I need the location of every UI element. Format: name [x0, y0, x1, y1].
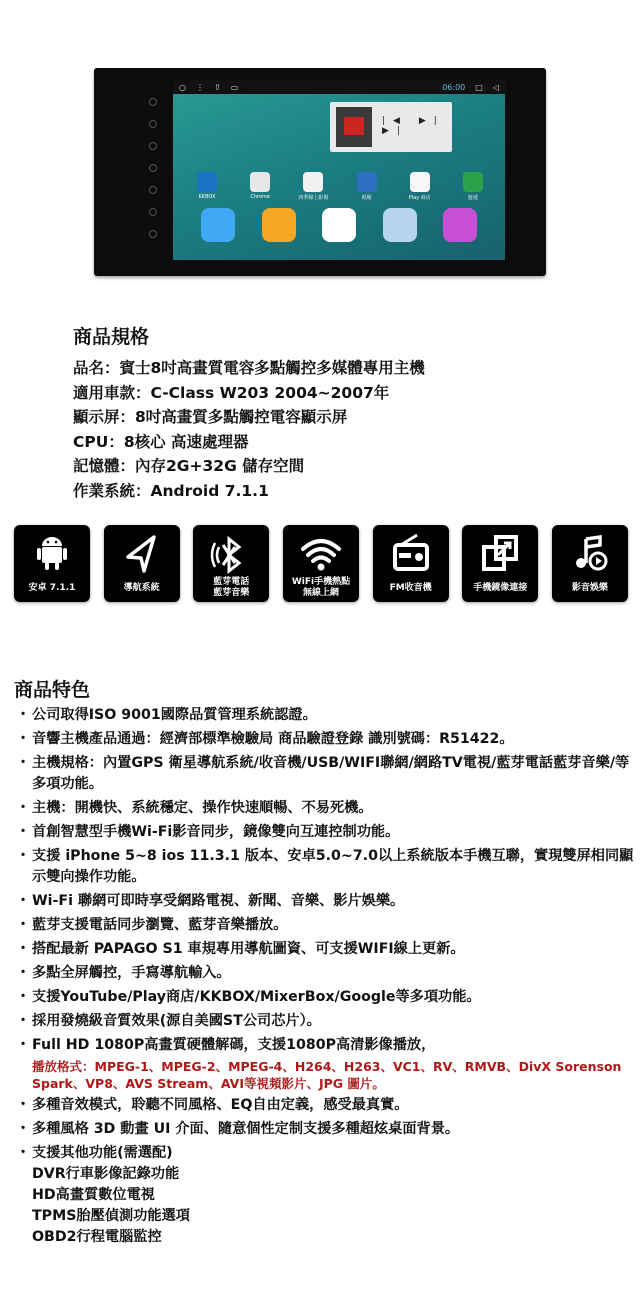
app-icon-3[interactable] — [345, 172, 389, 201]
app-icon-0[interactable] — [185, 172, 229, 201]
dock-row — [201, 208, 477, 242]
feature-text: 音響主機產品通過：經濟部標準檢驗局 商品驗證登錄 識別號碼：R51422。 — [32, 731, 514, 747]
feature-item — [16, 939, 636, 960]
optional-feature: OBD2行程電腦監控 — [32, 1229, 162, 1245]
player-controls: |◀ ▶| ▶| — [382, 116, 445, 136]
feature-text: 多種音效模式，聆聽不同風格、EQ自由定義，感受最真實。 — [32, 1097, 409, 1113]
feature-item — [16, 729, 636, 750]
optional-feature: TPMS胎壓偵測功能選項 — [32, 1208, 190, 1224]
app-icon-5[interactable] — [451, 172, 495, 201]
feature-text: 藍芽支援電話同步瀏覽、藍芽音樂播放。 — [32, 917, 288, 933]
tile-caption-line1: 影音娛樂 — [571, 583, 608, 593]
tile-caption-line2: 藍芽音樂 — [213, 588, 250, 598]
feature-item — [16, 822, 636, 843]
tile-caption — [14, 583, 90, 594]
app-glyph-icon — [303, 172, 323, 192]
app-icon-1[interactable] — [238, 172, 282, 201]
feature-text: 支援YouTube/Play商店/KKBOX/MixerBox/Google等多項功能。 — [32, 989, 481, 1005]
feature-tile — [462, 525, 538, 602]
playback-formats: 播放格式：MPEG-1、MPEG-2、MPEG-4、H264、H263、VC1、RV、RMVB、DivX Sorenson Spark、VP8、AVS Stream、AVI等視頻影片、JPG 圖片。 — [32, 1059, 622, 1091]
app-glyph-icon — [357, 172, 377, 192]
status-bar: ○ ⋮ ⇧ ▭ 06:00 □ ◁ — [173, 80, 505, 94]
features-list — [16, 705, 636, 1251]
feature-item — [16, 753, 636, 795]
feature-item — [16, 1119, 636, 1140]
navigation-icon — [104, 525, 180, 577]
feature-item — [16, 798, 636, 819]
feature-text: Full HD 1080P高畫質硬體解碼，支援1080P高清影像播放， — [32, 1037, 436, 1053]
app-label: Play 商店 — [408, 195, 431, 201]
app-label: Chrome — [250, 194, 270, 200]
app-label: 四季線上影視 — [298, 195, 329, 201]
feature-item — [16, 1095, 636, 1116]
feature-tile — [14, 525, 90, 602]
spec-item: 作業系統：Android 7.1.1 — [73, 481, 269, 500]
tile-caption — [373, 583, 449, 594]
spec-item: 記憶體：內存2G+32G 儲存空間 — [73, 457, 305, 475]
tile-caption-line1: 導航系統 — [123, 583, 160, 593]
tile-caption-line1: 安卓 7.1.1 — [28, 583, 76, 593]
feature-text: 多種風格 3D 動畫 UI 介面、隨意個性定制支援多種超炫桌面背景。 — [32, 1121, 460, 1137]
spec-item: 適用車款：C-Class W203 2004~2007年 — [73, 383, 390, 402]
unit-side-buttons — [94, 68, 160, 276]
tile-caption — [462, 583, 538, 594]
feature-item — [16, 987, 636, 1008]
feature-text: 支援 iPhone 5~8 ios 11.3.1 版本、安卓5.0~7.0以上系統版本手機互聯，實現雙屏相同顯示雙向操作功能。 — [32, 848, 634, 885]
app-label: 億速 — [467, 195, 478, 201]
dock-app-icon-0[interactable] — [201, 208, 235, 242]
feature-text: 主機：開機快、系統穩定、操作快速順暢、不易死機。 — [32, 800, 373, 816]
wifi-icon — [283, 525, 359, 577]
tile-caption-line2: 無線上網 — [302, 588, 339, 598]
bluetooth-icon — [193, 525, 269, 577]
dock-app-icon-2[interactable] — [322, 208, 356, 242]
tile-caption — [552, 583, 628, 594]
feature-text: 首創智慧型手機Wi-Fi影音同步，鏡像雙向互連控制功能。 — [32, 824, 400, 840]
app-glyph-icon — [197, 172, 217, 192]
radio-icon — [373, 525, 449, 577]
app-label: 視頻 — [361, 195, 372, 201]
feature-text: 採用發燒級音質效果(源自美國ST公司芯片）。 — [32, 1013, 321, 1029]
clock: 06:00 — [442, 82, 466, 92]
feature-text: Wi-Fi 聯網可即時享受網路電視、新聞、音樂、影片娛樂。 — [32, 893, 405, 909]
app-glyph-icon — [250, 172, 270, 192]
unit-screen — [173, 80, 505, 260]
tile-caption — [104, 583, 180, 594]
feature-item — [16, 915, 636, 936]
dock-app-icon-3[interactable] — [383, 208, 417, 242]
optional-feature: HD高畫質數位電視 — [32, 1187, 155, 1203]
feature-text: 多點全屏觸控，手寫導航輸入。 — [32, 965, 231, 981]
android-icon — [14, 525, 90, 577]
feature-item — [16, 963, 636, 984]
head-unit-image — [94, 68, 546, 276]
spec-title: 商品規格 — [73, 326, 150, 348]
app-row — [185, 172, 495, 201]
optional-feature: DVR行車影像記錄功能 — [32, 1166, 180, 1182]
mirror-link-icon — [462, 525, 538, 577]
app-glyph-icon — [410, 172, 430, 192]
music-widget — [330, 102, 452, 152]
features-title: 商品特色 — [14, 679, 91, 701]
dock-app-icon-4[interactable] — [443, 208, 477, 242]
feature-tile — [283, 525, 359, 602]
tile-caption-line1: WiFi手機熱點 — [291, 577, 351, 587]
tile-caption-line1: FM收音機 — [389, 583, 432, 593]
feature-item — [16, 1143, 636, 1248]
app-label: KKBOX — [198, 194, 216, 200]
tile-caption — [283, 577, 359, 599]
app-icon-4[interactable] — [398, 172, 442, 201]
feature-text: 支援其他功能(需選配) — [32, 1145, 173, 1161]
feature-tile — [552, 525, 628, 602]
app-icon-2[interactable] — [291, 172, 335, 201]
music-video-icon — [552, 525, 628, 577]
spec-item: 顯示屏：8吋高畫質多點觸控電容顯示屏 — [73, 408, 348, 426]
app-glyph-icon — [463, 172, 483, 192]
feature-item — [16, 1035, 636, 1092]
tile-caption-line1: 手機鏡像連接 — [473, 583, 528, 593]
feature-tile — [373, 525, 449, 602]
feature-item — [16, 1011, 636, 1032]
feature-tile — [193, 525, 269, 602]
spec-item: CPU：8核心 高速處理器 — [73, 432, 249, 451]
feature-tile — [104, 525, 180, 602]
feature-item — [16, 846, 636, 888]
feature-item — [16, 705, 636, 726]
feature-text: 搭配最新 PAPAGO S1 車規專用導航圖資、可支援WIFI線上更新。 — [32, 941, 465, 957]
tile-caption-line1: 藍芽電話 — [213, 577, 250, 587]
album-art — [336, 107, 372, 147]
spec-item: 品名：賓士8吋高畫質電容多點觸控多媒體專用主機 — [73, 359, 425, 377]
feature-tiles — [14, 525, 628, 602]
feature-item — [16, 891, 636, 912]
feature-text: 公司取得ISO 9001國際品質管理系統認證。 — [32, 707, 317, 723]
spec-list — [73, 356, 425, 503]
dock-app-icon-1[interactable] — [262, 208, 296, 242]
tile-caption — [193, 577, 269, 599]
feature-text: 主機規格：內置GPS 衛星導航系統/收音機/USB/WIFI聯網/網路TV電視/藍芽電話藍芽音樂/等多項功能。 — [32, 755, 630, 792]
